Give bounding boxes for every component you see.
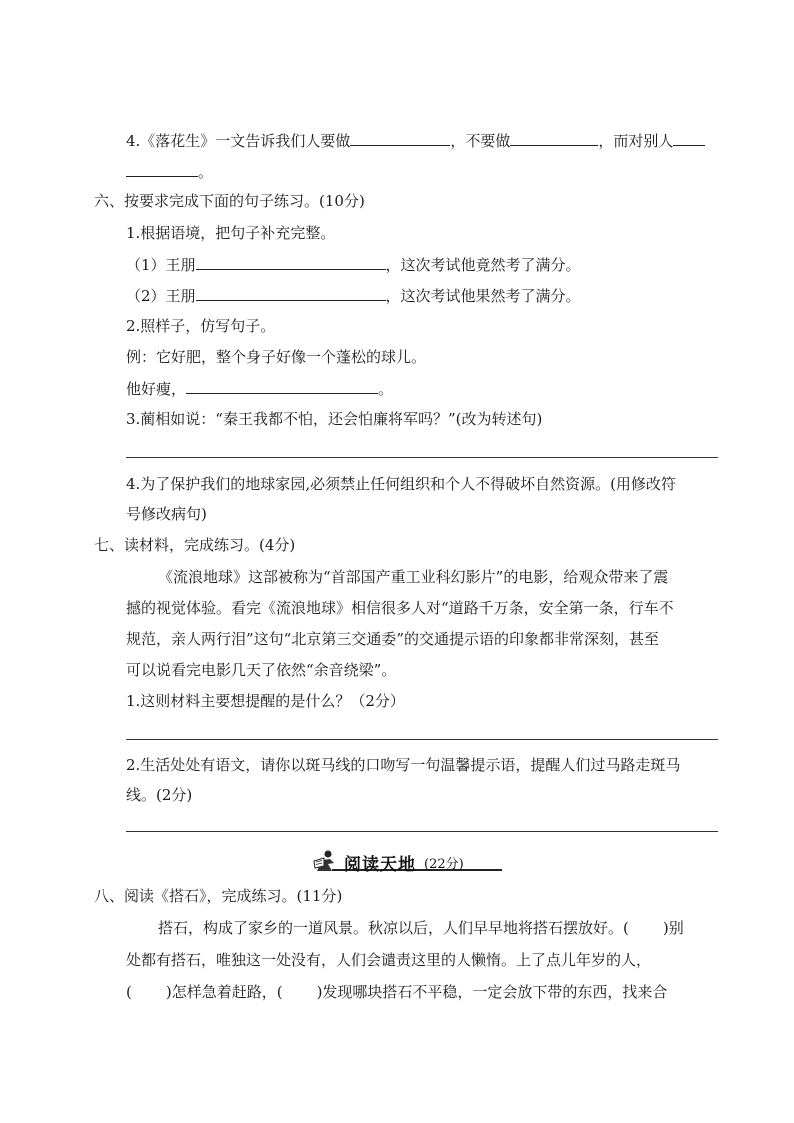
- s8-para-line-1: [158, 918, 684, 938]
- q4-text-c: ，而对别人: [598, 132, 674, 150]
- section-6-title: 六、按要求完成下面的句子练习。(10分): [94, 192, 365, 210]
- passage-text: )发现哪块搭石不平稳，一定会放下带的东西，找来合: [316, 983, 668, 1001]
- s6-q2-answer-line: [126, 378, 393, 399]
- banner-title: 阅读天地: [344, 855, 416, 875]
- q4-end: 。: [198, 163, 214, 181]
- sentence-suffix: ，这次考试他竟然考了满分。: [385, 256, 581, 274]
- s7-q2-line-1: 2.生活处处有语文，请你以斑马线的口吻写一句温馨提示语，提醒人们过马路走斑马: [126, 756, 681, 774]
- q4-falling-peanut-line: [126, 130, 705, 151]
- q4-continuation-line: [126, 161, 213, 182]
- s7-q2-line-2: 线。(2分): [126, 786, 193, 804]
- s6-q1-prompt: 1.根据语境，把句子补充完整。: [126, 224, 336, 242]
- passage-text: )别: [662, 919, 684, 937]
- q4-text-b: ，不要做: [450, 132, 511, 150]
- s7-para-line: 《流浪地球》这部被称为“首部国产重工业科幻影片”的电影，给观众带来了震: [158, 568, 669, 586]
- s6-q1-sentence-1: [126, 254, 581, 275]
- answer-blank[interactable]: [510, 130, 598, 146]
- answer-blank[interactable]: [196, 254, 386, 270]
- sentence-prefix: 他好瘦，: [126, 380, 187, 398]
- sentence-end: 。: [378, 380, 394, 398]
- s7-para-line: 规范，亲人两行泪”这句“北京第三交通委”的交通提示语的印象都非常深刻，甚至: [126, 630, 660, 648]
- passage-text: (: [126, 983, 132, 1001]
- s6-q2-example: 例：它好肥，整个身子好像一个蓬松的球儿。: [126, 348, 427, 366]
- passage-text: )怎样急着赶路，(: [165, 983, 283, 1001]
- s6-q2-prompt: 2.照样子，仿写句子。: [126, 317, 276, 335]
- banner-score: (22分): [424, 857, 464, 872]
- sentence-prefix: （1）王朋: [126, 256, 196, 274]
- s8-para-line-2: 处都有搭石，唯独这一处没有，人们会谴责这里的人懒惰。上了点儿年岁的人，: [126, 951, 652, 969]
- passage-text: 搭石，构成了家乡的一道风景。秋凉以后，人们早早地将搭石摆放好。(: [158, 919, 629, 937]
- section-8-title: 八、阅读《搭石》，完成练习。(11分): [94, 887, 343, 905]
- answer-blank[interactable]: [186, 378, 378, 394]
- s6-q1-sentence-2: [126, 285, 581, 306]
- sentence-suffix: ，这次考试他果然考了满分。: [385, 287, 581, 305]
- sentence-prefix: （2）王朋: [126, 287, 196, 305]
- q4-text-a: 4.《落花生》一文告诉我们人要做: [126, 132, 351, 150]
- s6-q3-prompt: 3.蔺相如说：“秦王我都不怕，还会怕廉将军吗？”(改为转述句): [126, 410, 543, 428]
- s7-q1: 1.这则材料主要想提醒的是什么？（2分）: [126, 692, 405, 710]
- s7-para-line: 可以说看完电影几天了依然“余音绕梁”。: [126, 661, 397, 679]
- answer-blank[interactable]: [350, 130, 450, 146]
- section-7-title: 七、读材料，完成练习。(4分): [94, 536, 296, 554]
- answer-line[interactable]: [126, 831, 718, 832]
- answer-blank[interactable]: [196, 285, 386, 301]
- answer-blank[interactable]: [126, 161, 198, 177]
- answer-line[interactable]: [126, 457, 718, 458]
- s7-para-line: 撼的视觉体验。看完《流浪地球》相信很多人对“道路千万条，安全第一条，行车不: [126, 599, 674, 617]
- reading-figure-icon: [312, 849, 340, 873]
- answer-line[interactable]: [126, 739, 718, 740]
- s8-para-line-3: [126, 982, 667, 1002]
- reading-section-banner: [312, 847, 502, 877]
- s6-q4-line-1: 4.为了保护我们的地球家园,必须禁止任何组织和个人不得破坏自然资源。(用修改符: [126, 475, 676, 493]
- s6-q4-line-2: 号修改病句): [126, 505, 207, 523]
- answer-blank[interactable]: [673, 130, 705, 146]
